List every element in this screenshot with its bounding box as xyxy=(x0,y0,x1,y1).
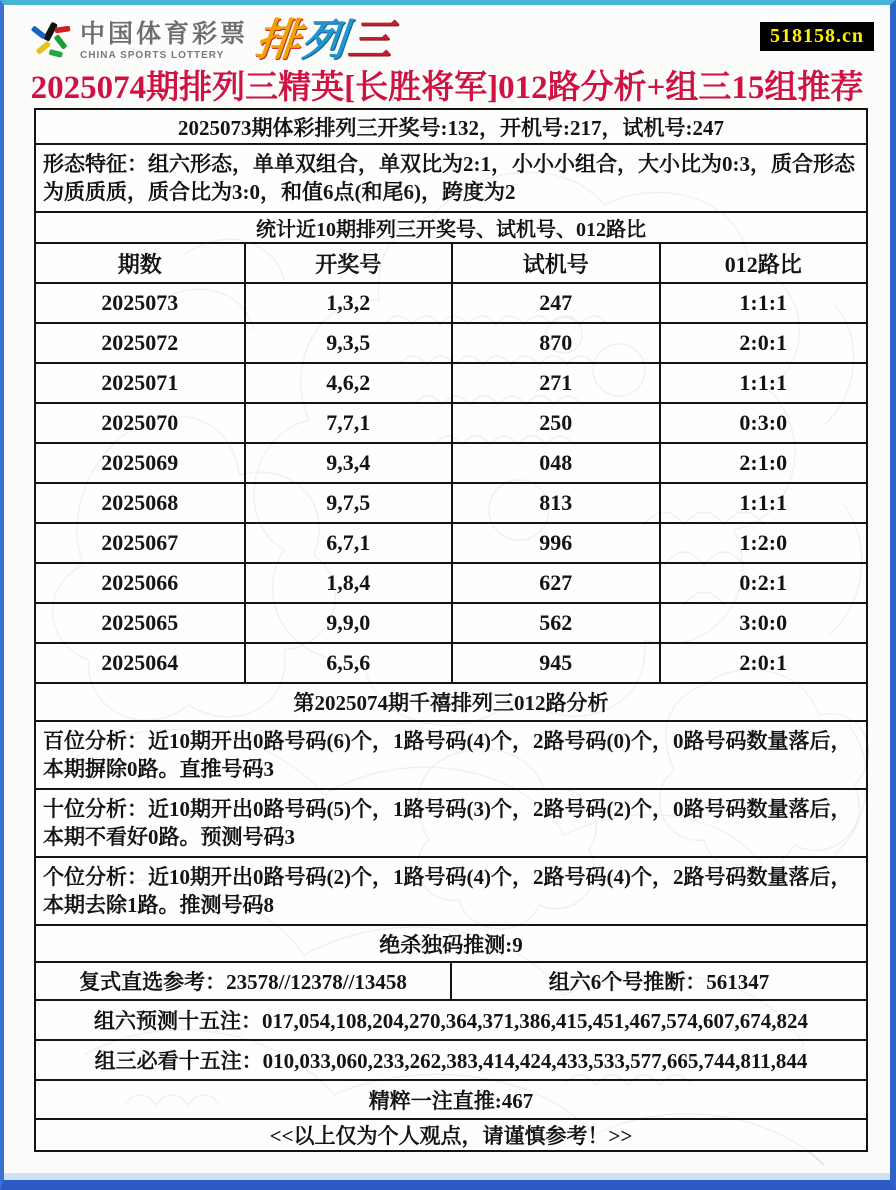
stats-cell: 1,8,4 xyxy=(244,562,452,602)
stats-col-header: 试机号 xyxy=(451,242,659,282)
stats-cell: 0:2:1 xyxy=(659,562,867,602)
stats-cell: 9,3,4 xyxy=(244,442,452,482)
stats-cell: 870 xyxy=(451,322,659,362)
stats-cell: 2025070 xyxy=(36,402,244,442)
duplex-direct-reference: 复式直选参考：23578//12378//13458 xyxy=(36,963,452,999)
stats-cell: 2025069 xyxy=(36,442,244,482)
game-char-1: 排 xyxy=(253,16,305,65)
stats-cell: 2025064 xyxy=(36,642,244,682)
stats-cell: 2:0:1 xyxy=(659,642,867,682)
stats-cell: 2:1:0 xyxy=(659,442,867,482)
reference-split-row xyxy=(36,961,866,999)
stats-cell: 048 xyxy=(451,442,659,482)
stats-cell: 1:1:1 xyxy=(659,362,867,402)
game-char-3: 三 xyxy=(345,16,397,65)
stats-col-header: 开奖号 xyxy=(244,242,452,282)
site-badge: 518158.cn xyxy=(760,22,874,51)
tens-analysis-row: 十位分析：近10期开出0路号码(5)个，1路号码(3)个，2路号码(2)个，0路号码数量落后，本期不看好0路。预测号码3 xyxy=(36,788,866,856)
last-draw-info-row: 2025073期体彩排列三开奖号:132，开机号:217，试机号:247 xyxy=(178,115,724,140)
logo-en-label: CHINA SPORTS LOTTERY xyxy=(80,49,225,61)
stats-cell: 2025072 xyxy=(36,322,244,362)
logo-cn-label: 中国体育彩票 xyxy=(80,19,249,48)
page-title: 2025074期排列三精英[长胜将军]012路分析+组三15组推荐 xyxy=(30,70,864,106)
stats-cell: 3:0:0 xyxy=(659,602,867,642)
stats-cell: 1:1:1 xyxy=(659,482,867,522)
stats-col-header: 012路比 xyxy=(659,242,867,282)
stats-cell: 9,7,5 xyxy=(244,482,452,522)
stats-cell: 945 xyxy=(451,642,659,682)
hundreds-analysis-row: 百位分析：近10期开出0路号码(6)个，1路号码(4)个，2路号码(0)个，0路号码数量落后，本期摒除0路。直推号码3 xyxy=(36,720,866,788)
stats-cell: 1:1:1 xyxy=(659,282,867,322)
stats-grid xyxy=(36,242,866,682)
stats-cell: 6,7,1 xyxy=(244,522,452,562)
stats-table-title: 统计近10期排列三开奖号、试机号、012路比 xyxy=(36,211,866,242)
header xyxy=(4,17,890,65)
stats-cell: 2:0:1 xyxy=(659,322,867,362)
logo-text xyxy=(80,19,249,61)
game-char-2: 列 xyxy=(299,16,351,65)
disclaimer-row: <<以上仅为个人观点，请谨慎参考！>> xyxy=(36,1118,866,1150)
one-note-direct-row: 精粹一注直推:467 xyxy=(36,1079,866,1118)
kill-code-row: 绝杀独码推测:9 xyxy=(36,924,866,961)
stats-cell: 2025067 xyxy=(36,522,244,562)
stats-cell: 9,9,0 xyxy=(244,602,452,642)
stats-cell: 4,6,2 xyxy=(244,362,452,402)
stats-cell: 271 xyxy=(451,362,659,402)
shape-feature-row: 形态特征：组六形态，单单双组合，单双比为2:1，小小小组合，大小比为0:3，质合形态为质质质，质合比为3:0，和值6点(和尾6)，跨度为2 xyxy=(36,143,866,211)
stats-cell: 562 xyxy=(451,602,659,642)
analysis-board xyxy=(34,108,868,1152)
stats-cell: 813 xyxy=(451,482,659,522)
stats-cell: 9,3,5 xyxy=(244,322,452,362)
stats-cell: 7,7,1 xyxy=(244,402,452,442)
stats-cell: 0:3:0 xyxy=(659,402,867,442)
zu6-six-number-inference: 组六6个号推断：561347 xyxy=(548,970,770,994)
stats-cell: 250 xyxy=(451,402,659,442)
zu6-fifteen-row: 组六预测十五注：017,054,108,204,270,364,371,386,415,451,467,574,607,674,824 xyxy=(36,999,866,1039)
stats-cell: 627 xyxy=(451,562,659,602)
stats-cell: 2025073 xyxy=(36,282,244,322)
stats-cell: 2025066 xyxy=(36,562,244,602)
analysis-section-title: 第2025074期千禧排列三012路分析 xyxy=(36,682,866,720)
game-name xyxy=(253,16,397,65)
stats-cell: 2025068 xyxy=(36,482,244,522)
sports-lottery-icon xyxy=(28,18,74,64)
stats-cell: 247 xyxy=(451,282,659,322)
stats-cell: 1:2:0 xyxy=(659,522,867,562)
units-analysis-row: 个位分析：近10期开出0路号码(2)个，1路号码(4)个，2路号码(4)个，2路号码数量落后，本期去除1路。推测号码8 xyxy=(36,856,866,924)
stats-cell: 2025071 xyxy=(36,362,244,402)
stats-cell: 6,5,6 xyxy=(244,642,452,682)
stats-cell: 1,3,2 xyxy=(244,282,452,322)
zu3-fifteen-row: 组三必看十五注：010,033,060,233,262,383,414,424,433,533,577,665,744,811,844 xyxy=(36,1039,866,1079)
stats-cell: 2025065 xyxy=(36,602,244,642)
stats-col-header: 期数 xyxy=(36,242,244,282)
stats-cell: 996 xyxy=(451,522,659,562)
